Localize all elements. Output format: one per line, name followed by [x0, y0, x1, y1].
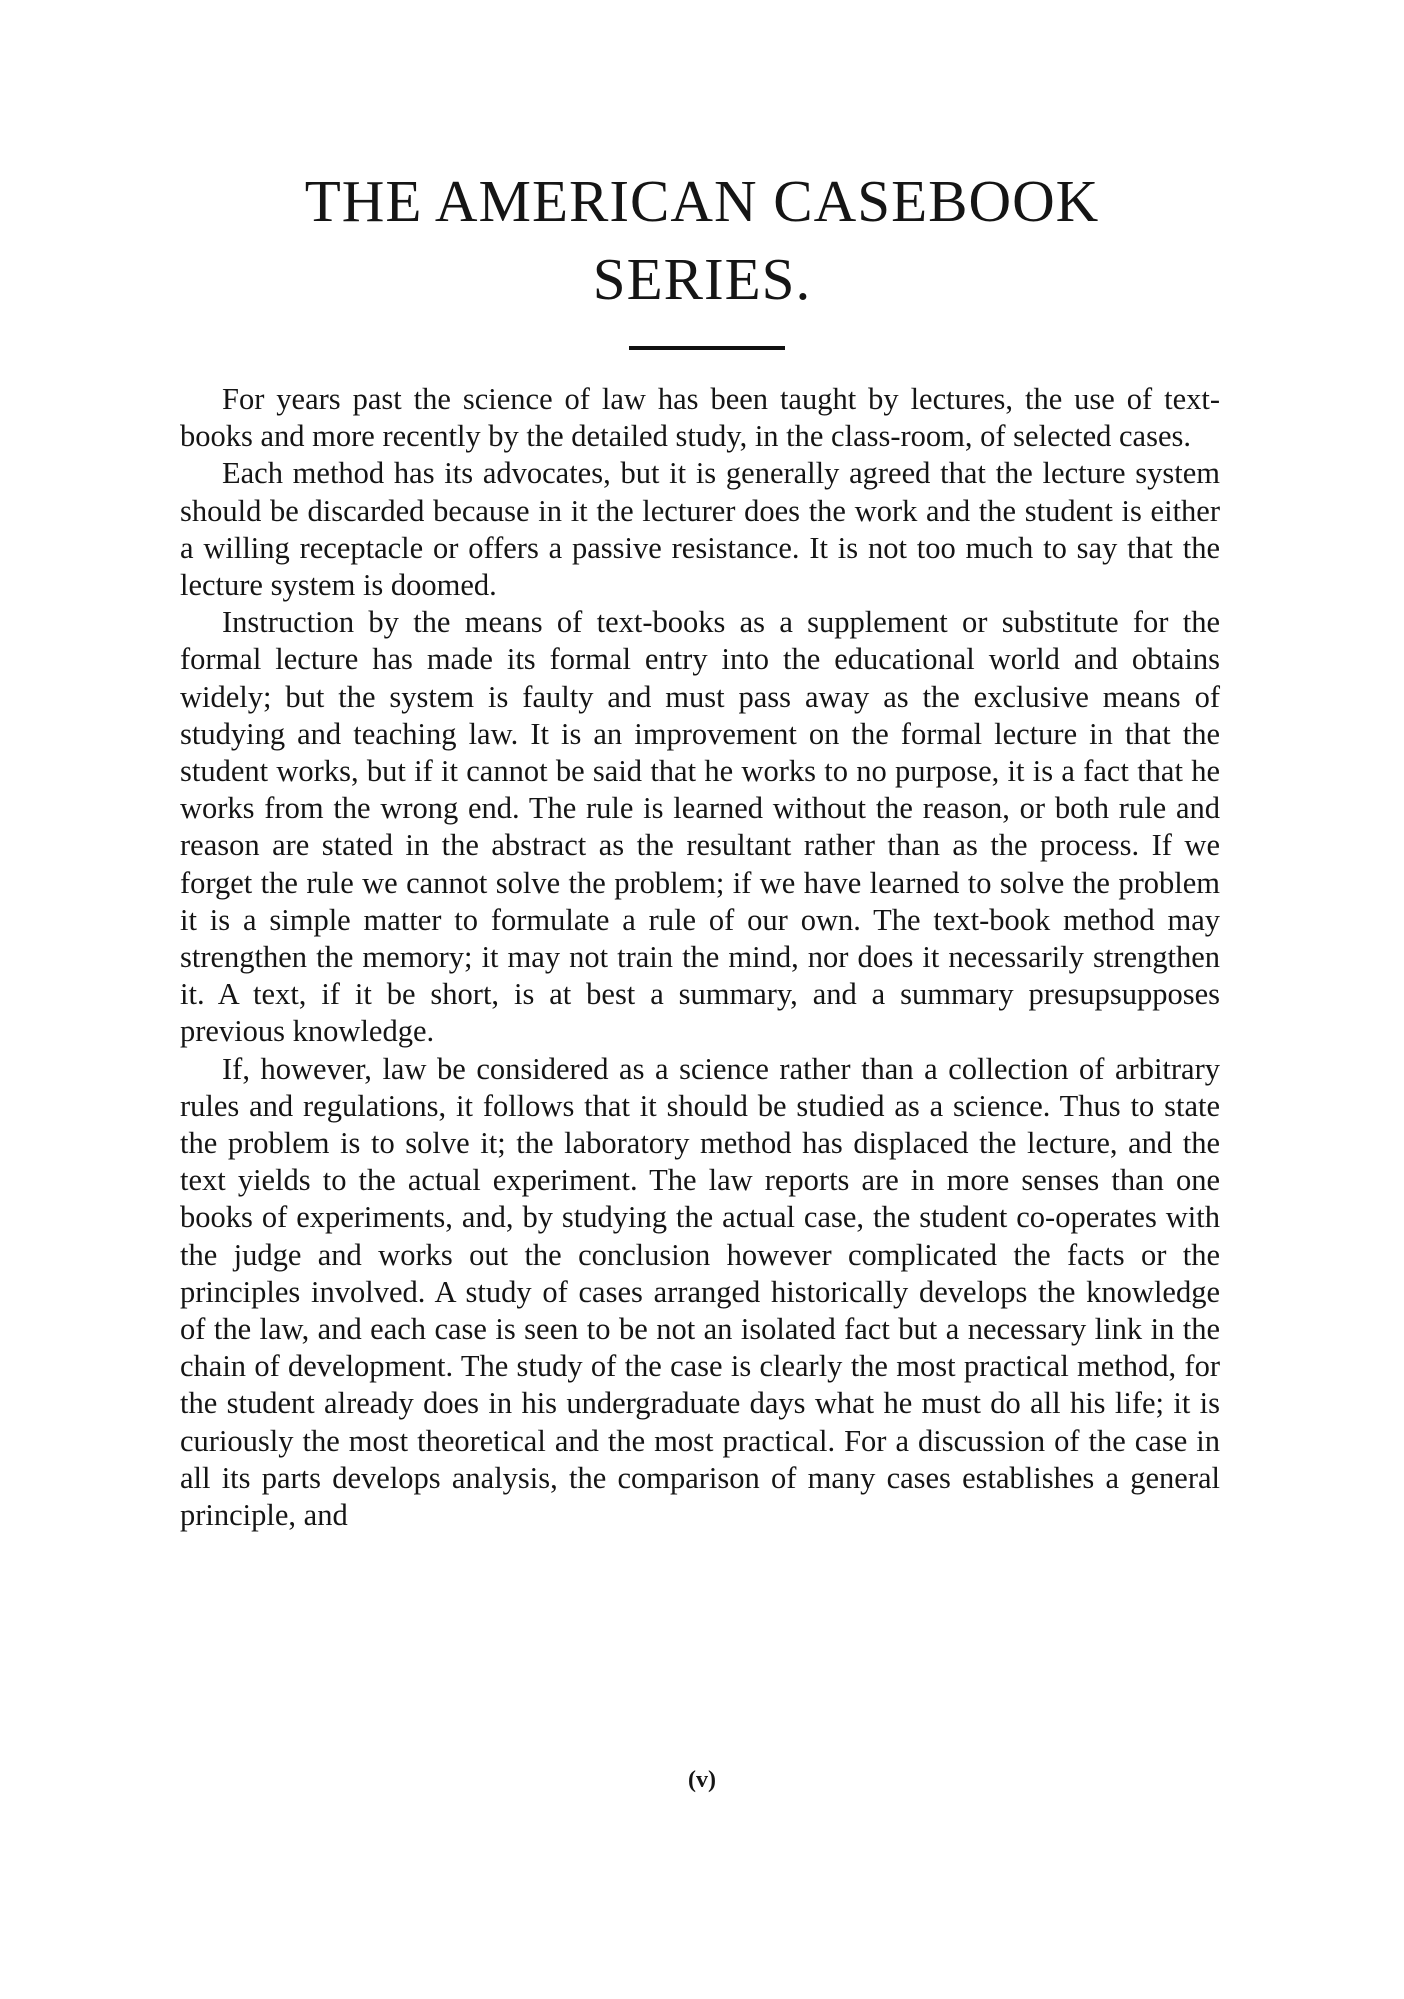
page-title — [180, 162, 1224, 318]
paragraph-3: Instruction by the means of text-books as a supplement or substitute for the formal lecture has made its formal entry into the educational world and obtains widely; but the system is faulty and must pass away as the exclusive means of studying and teaching law. It is an improvement on the formal lecture in that the student works, but if it cannot be said that he works to no purpose, it is a fact that he works from the wrong end. The rule is learned without the reason, or both rule and reason are stated in the abstract as the resultant rather than as the process. If we forget the rule we cannot solve the problem; if we have learned to solve the problem it is a simple matter to formulate a rule of our own. The text-book method may strengthen the memory; it may not train the mind, nor does it necessarily strengthen it. A text, if it be short, is at best a summary, and a summary presupsupposes previous knowledge. — [180, 605, 1220, 1049]
title-line-2: SERIES. — [592, 246, 812, 312]
paragraph-1: For years past the science of law has been taught by lectures, the use of text-books and more recently by the detailed study, in the class-room, of selected cases. — [180, 382, 1220, 454]
paragraph-2: Each method has its advocates, but it is generally agreed that the lecture system should be discarded because in it the lecturer does the work and the student is either a willing receptacle or offers a passive resistance. It is not too much to say that the lecture system is doomed. — [180, 456, 1220, 603]
title-line-1: THE AMERICAN CASEBOOK — [304, 168, 1100, 234]
page-number: (v) — [688, 1767, 716, 1793]
paragraph-4: If, however, law be considered as a science rather than a collection of arbitrary rules and regulations, it follows that it should be studied as a science. Thus to state the problem is to solve it; the laboratory method has displaced the lecture, and the text yields to the actual experiment. The law reports are in more senses than one books of experiments, and, by studying the actual case, the student co-operates with the judge and works out the conclusion however complicated the facts or the principles involved. A study of cases arranged historically develops the knowledge of the law, and each case is seen to be not an isolated fact but a necessary link in the chain of development. The study of the case is clearly the most practical method, for the student already does in his undergraduate days what he must do all his life; it is curiously the most theoretical and the most practical. For a discussion of the case in all its parts develops analysis, the comparison of many cases establishes a general principle, and — [180, 1051, 1220, 1533]
title-divider — [629, 346, 785, 350]
body-text — [180, 381, 1220, 1534]
